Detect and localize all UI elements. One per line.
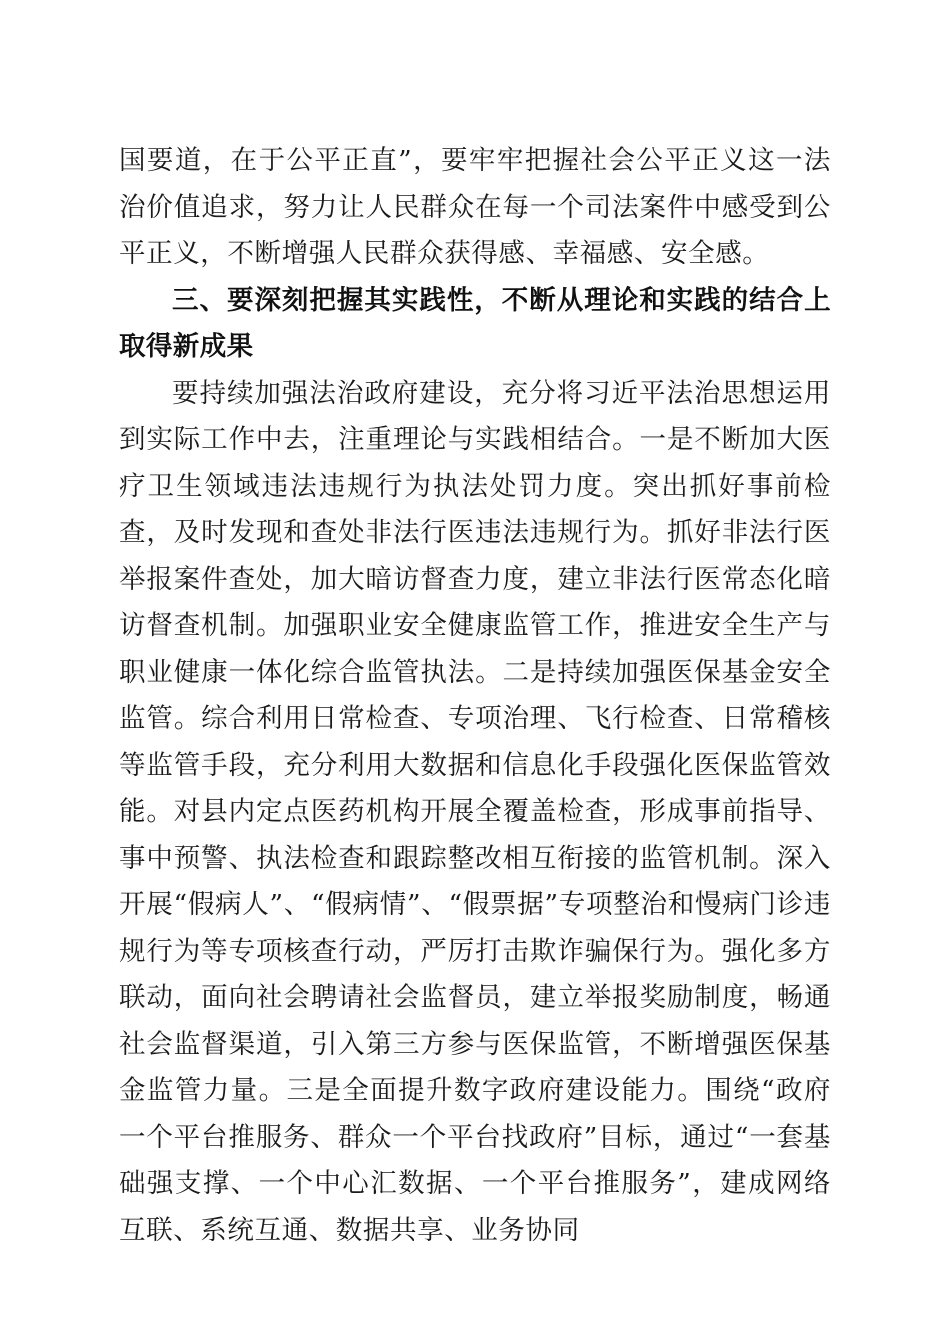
section-heading: 三、要深刻把握其实践性，不断从理论和实践的结合上取得新成果	[119, 284, 831, 362]
document-body	[119, 138, 831, 1254]
body-paragraph: 要持续加强法治政府建设，充分将习近平法治思想运用到实际工作中去，注重理论与实践相结合。一是不断加大医疗卫生领域违法违规行为执法处罚力度。突出抓好事前检查，及时发现和查处非法行医违法违规行为。抓好非法行医举报案件查处，加大暗访督查力度，建立非法行医常态化暗访督查机制。加强职业安全健康监管工作，推进安全生产与职业健康一体化综合监管执法。二是持续加强医保基金安全监管。综合利用日常检查、专项治理、飞行检查、日常稽核等监管手段，充分利用大数据和信息化手段强化医保监管效能。对县内定点医药机构开展全覆盖检查，形成事前指导、事中预警、执法检查和跟踪整改相互衔接的监管机制。深入开展“假病人”、“假病情”、“假票据”专项整治和慢病门诊违规行为等专项核查行动，严厉打击欺诈骗保行为。强化多方联动，面向社会聘请社会监督员，建立举报奖励制度，畅通社会监督渠道，引入第三方参与医保监管，不断增强医保基金监管力量。三是全面提升数字政府建设能力。围绕“政府一个平台推服务、群众一个平台找政府”目标，通过“一套基础强支撑、一个中心汇数据、一个平台推服务”，建成网络互联、系统互通、数据共享、业务协同	[119, 377, 831, 1246]
continuation-paragraph: 国要道，在于公平正直”，要牢牢把握社会公平正义这一法治价值追求，努力让人民群众在每一个司法案件中感受到公平正义，不断增强人民群众获得感、幸福感、安全感。	[119, 145, 831, 269]
